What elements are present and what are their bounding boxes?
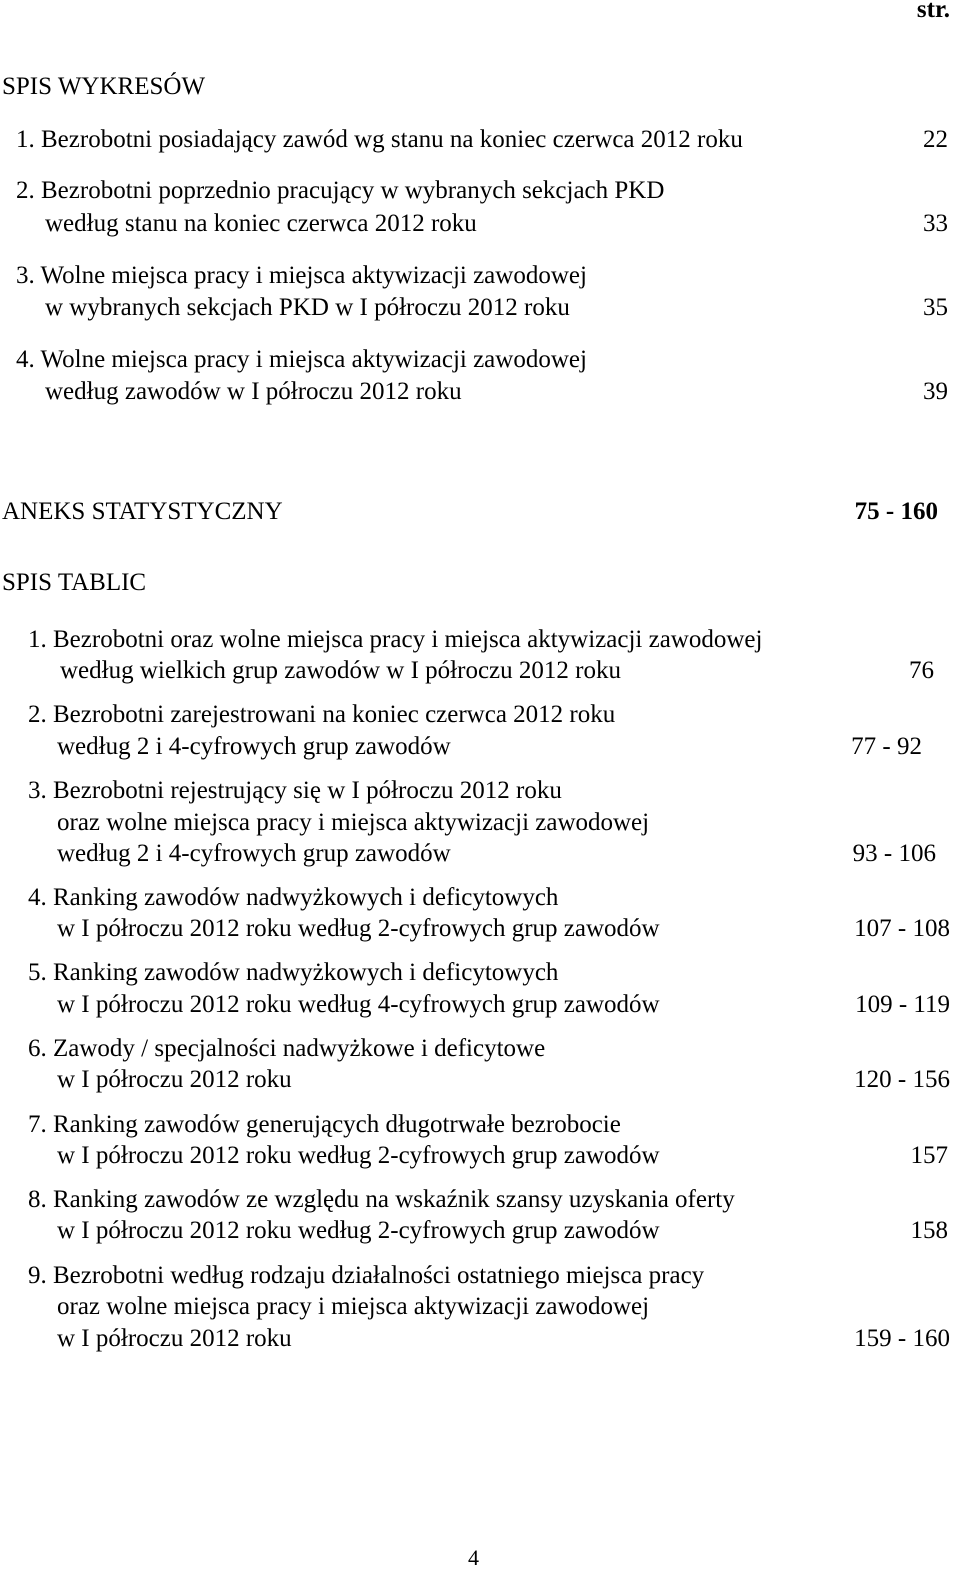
entry-line: w I półroczu 2012 roku według 2-cyfrowych grup zawodów (57, 915, 660, 942)
entry-line: 4. Wolne miejsca pracy i miejsca aktywizacji zawodowej (16, 346, 587, 373)
entry-page: 33 (923, 210, 948, 237)
entry-line: według 2 i 4-cyfrowych grup zawodów (57, 733, 451, 760)
entry-line: 2. Bezrobotni poprzednio pracujący w wybranych sekcjach PKD (16, 177, 665, 204)
entry-line: 1. Bezrobotni posiadający zawód wg stanu na koniec czerwca 2012 roku (16, 126, 743, 153)
entry-page: 158 (910, 1217, 948, 1244)
entry-page: 22 (923, 126, 948, 153)
entry-page: 120 - 156 (854, 1066, 950, 1093)
aneks-pages: 75 - 160 (854, 498, 938, 525)
heading-spis-tablic: SPIS TABLIC (2, 569, 147, 596)
entry-line: 6. Zawody / specjalności nadwyżkowe i deficytowe (28, 1035, 546, 1062)
entry-line: oraz wolne miejsca pracy i miejsca aktywizacji zawodowej (57, 809, 650, 836)
entry-line: w wybranych sekcjach PKD w I półroczu 2012 roku (45, 294, 570, 321)
entry-line: w I półroczu 2012 roku według 4-cyfrowych grup zawodów (57, 991, 660, 1018)
entry-page: 35 (923, 294, 948, 321)
entry-line: oraz wolne miejsca pracy i miejsca aktywizacji zawodowej (57, 1293, 650, 1320)
entry-line: 9. Bezrobotni według rodzaju działalności ostatniego miejsca pracy (28, 1262, 705, 1289)
entry-line: w I półroczu 2012 roku (57, 1066, 292, 1093)
entry-line: według wielkich grup zawodów w I półroczu 2012 roku (60, 657, 621, 684)
entry-line: 4. Ranking zawodów nadwyżkowych i deficytowych (28, 884, 559, 911)
entry-line: w I półroczu 2012 roku (57, 1325, 292, 1352)
entry-line: 2. Bezrobotni zarejestrowani na koniec czerwca 2012 roku (28, 701, 616, 728)
entry-line: w I półroczu 2012 roku według 2-cyfrowych grup zawodów (57, 1217, 660, 1244)
entry-page: 39 (923, 378, 948, 405)
entry-line: 3. Bezrobotni rejestrujący się w I półroczu 2012 roku (28, 777, 562, 804)
entry-page: 93 - 106 (852, 840, 936, 867)
entry-page: 107 - 108 (854, 915, 950, 942)
entry-line: 7. Ranking zawodów generujących długotrwałe bezrobocie (28, 1111, 621, 1138)
entry-line: według stanu na koniec czerwca 2012 roku (45, 210, 477, 237)
entry-line: 8. Ranking zawodów ze względu na wskaźnik szansy uzyskania oferty (28, 1186, 735, 1213)
entry-line: w I półroczu 2012 roku według 2-cyfrowych grup zawodów (57, 1142, 660, 1169)
entry-line: według 2 i 4-cyfrowych grup zawodów (57, 840, 451, 867)
entry-line: 1. Bezrobotni oraz wolne miejsca pracy i miejsca aktywizacji zawodowej (28, 626, 763, 653)
entry-page: 76 (909, 657, 934, 684)
entry-page: 109 - 119 (855, 991, 950, 1018)
entry-line: 3. Wolne miejsca pracy i miejsca aktywizacji zawodowej (16, 262, 587, 289)
page-column-header: str. (916, 0, 950, 23)
heading-spis-wykresow: SPIS WYKRESÓW (2, 73, 206, 100)
entry-page: 77 - 92 (851, 733, 922, 760)
aneks-label: ANEKS STATYSTYCZNY (2, 498, 283, 525)
page-number: 4 (468, 1545, 479, 1570)
entry-page: 159 - 160 (854, 1325, 950, 1352)
entry-line: według zawodów w I półroczu 2012 roku (45, 378, 462, 405)
entry-page: 157 (910, 1142, 948, 1169)
entry-line: 5. Ranking zawodów nadwyżkowych i deficytowych (28, 959, 559, 986)
